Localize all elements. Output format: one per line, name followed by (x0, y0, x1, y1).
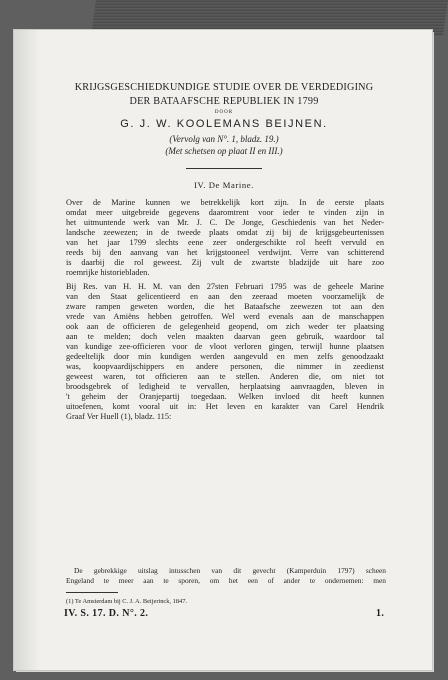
paragraph-line: Bij Res. van H. H. M. van den 27sten Februari 1795 was de geheele Marine (66, 282, 384, 291)
plates-note: (Met schetsen op plaat II en III.) (165, 146, 283, 156)
paragraph-line: is daarbij die rol geweest. Zij vult de zwartste bladzijde uit hare zoo (66, 258, 384, 267)
paragraph-line: gedeeltelijk door min kundigen werden aangevuld en men zelfs genoodzaakt (66, 352, 384, 361)
paragraph-line: landsche zeewezen; in de tweede plaats omdat zij bij de krijgsgebeurtenissen (66, 228, 384, 237)
paragraph-line: zware rampen geweten worden, die het Bataafsche zeewezen tot aan den (66, 302, 384, 311)
paragraph-line: omdat meer uitgebreide gegevens daaromtrent voor ieder te vinden zijn in (66, 208, 384, 217)
signature-mark: IV. S. 17. D. N°. 2. (64, 608, 149, 619)
signature-number: 1. (376, 608, 385, 619)
paragraph-line: van den Staat gelicentieerd en aan den zeeraad moeten voorzamelijk de (66, 292, 384, 301)
paragraph-line: aan te melden; doch velen maakten daarvan geen gebruik, waardoor tal (66, 332, 384, 341)
paragraph-line: Graaf Ver Huell (1), bladz. 115: (66, 412, 172, 421)
paragraph-line: van kundige zee-officieren voor de vloot verloren gingen, terwijl hunne plaatsen (66, 342, 384, 351)
paragraph-line: roemrijke historiebladen. (66, 268, 150, 277)
paragraph-line: was, koopvaardijschippers en andere personen, die nimmer in zeedienst (66, 362, 384, 371)
title-divider (186, 168, 262, 169)
paragraph-line: het uitmuntende werk van Mr. J. C. De Jonge, Geschiedenis van het Neder- (66, 218, 384, 227)
paragraph-line: 't geheim der Oranjepartij toegedaan. Welken invloed dit heeft kunnen (66, 392, 384, 401)
paragraph-line: broodsgebrek of ledigheid te vervallen, herplaatsing aanvraagden, bleven in (66, 382, 384, 391)
footnote: (1) Te Amsterdam bij C. J. A. Beijerinck, 1847. (66, 598, 188, 605)
footnote-rule (66, 592, 118, 593)
paragraph-line: vrede van Amiëns hebben getroffen. Wel werd evenals aan de manschappen (66, 312, 384, 321)
quote-line: De gebrekkige uitslag intusschen van dit gevecht (Kamperduin 1797) scheen (74, 566, 386, 575)
paragraph-line: ook aan de officieren de gelegenheid geopend, om zich weder ter plaatsing (66, 322, 384, 331)
section-heading: IV. De Marine. (194, 180, 254, 190)
quote-line: Engeland te meer aan te sporen, om het een of ander te ondernemen: men (66, 576, 386, 585)
door-label: DOOR (214, 110, 234, 115)
title-line-2: DER BATAAFSCHE REPUBLIEK IN 1799 (129, 96, 319, 107)
author-name: G. J. W. KOOLEMANS BEIJNEN. (120, 118, 328, 130)
paragraph-line: van het jaar 1799 slechts eene zeer ondergeschikte rol heeft vervuld en (66, 238, 384, 247)
vervolg-note: (Vervolg van N°. 1, bladz. 19.) (169, 134, 279, 144)
paragraph-line: reeds bij den aanvang van het krijgstooneel verdwijnt. Verre van schitterend (66, 248, 384, 257)
paragraph-line: Over de Marine kunnen we betrekkelijk kort zijn. In de eerste plaats (66, 198, 384, 207)
paragraph-line: geweest waren, tot officieren aan te stellen. Anderen die, om niet tot (66, 372, 384, 381)
paragraph-line: uitoefenen, komt vooral uit in: Het leven en karakter van Carel Hendrik (66, 402, 384, 411)
title-line-1: KRIJGSGESCHIEDKUNDIGE STUDIE OVER DE VERDEDIGING (74, 82, 374, 93)
